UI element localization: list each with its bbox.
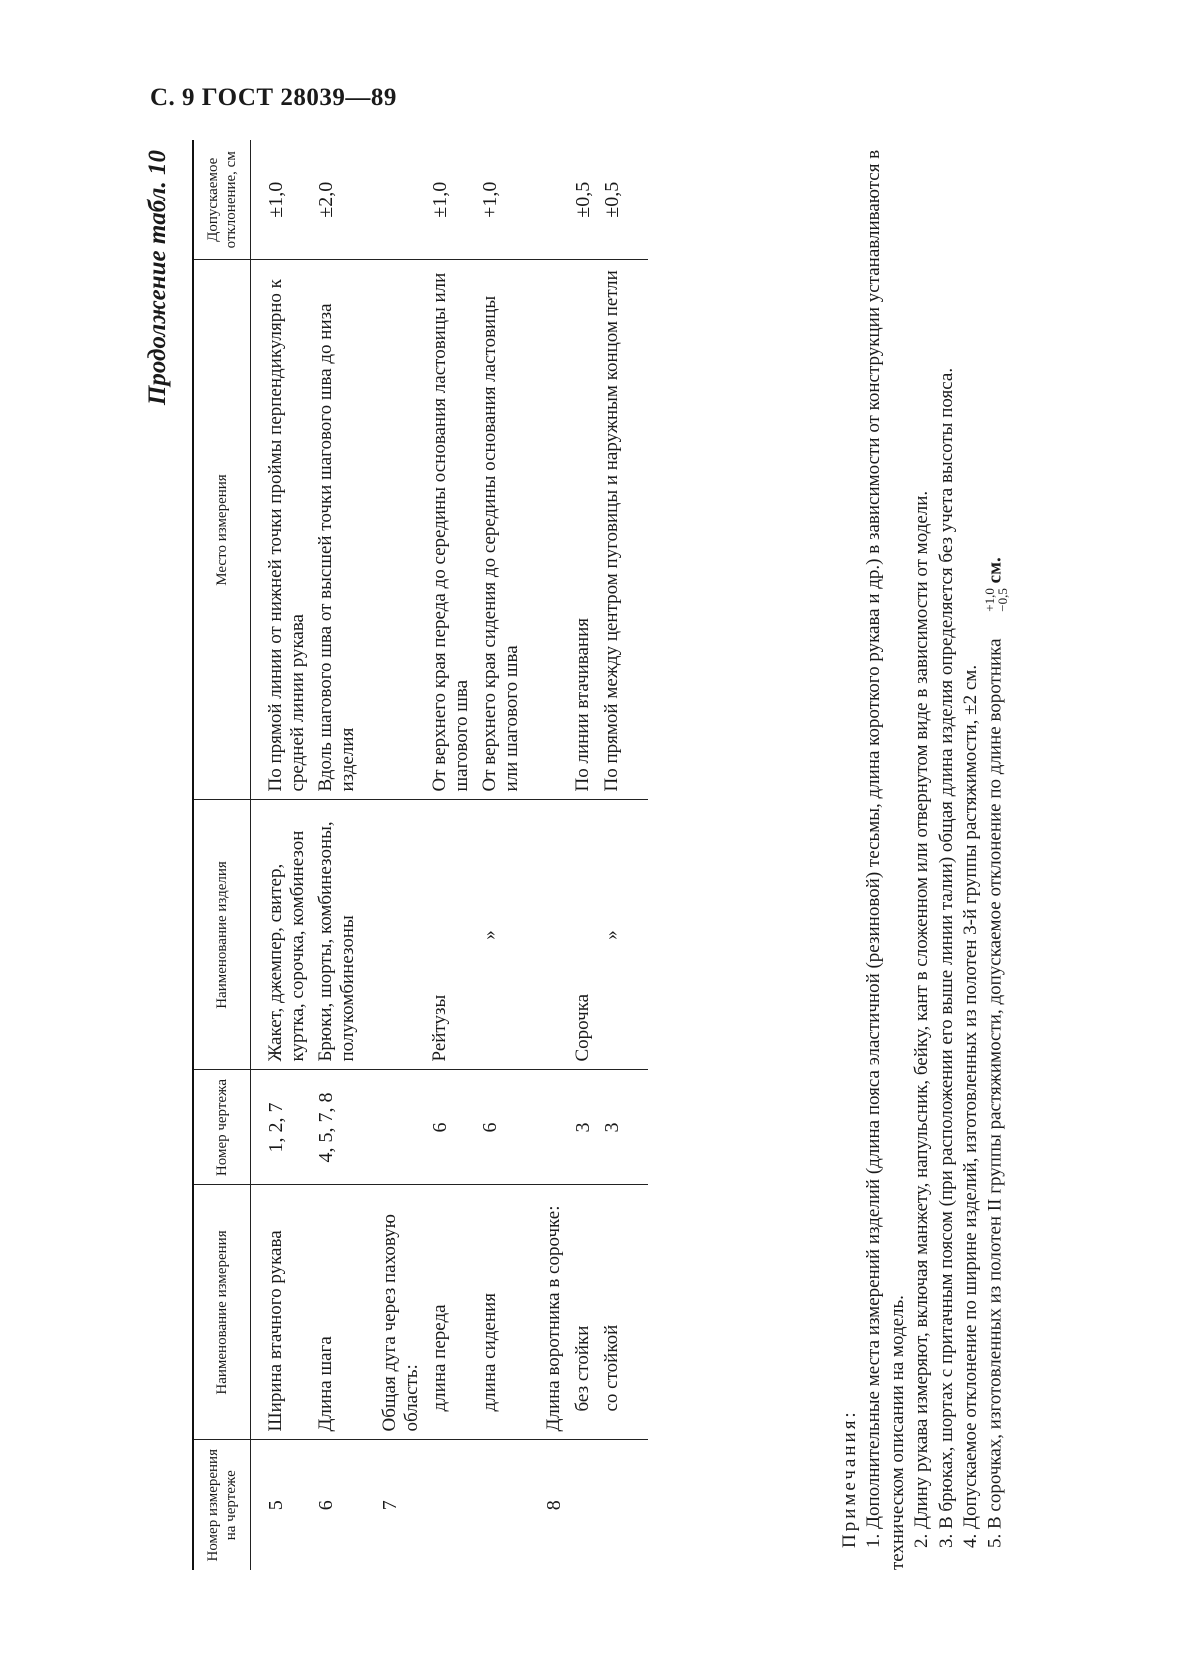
cell-product (525, 800, 569, 1070)
col-header-num: Номер измерения на чертеже (193, 1440, 251, 1570)
cell-num (426, 1440, 476, 1570)
table-caption: Продолжение табл. 10 (144, 150, 171, 406)
cell-num: 5 (265, 1500, 287, 1511)
table-row (598, 140, 648, 1570)
cell-tolerance: ±1,0 (251, 140, 312, 260)
table-row (426, 140, 476, 1570)
cell-num (476, 1440, 526, 1570)
cell-product: Сорочка (569, 800, 598, 1070)
cell-drawing: 3 (598, 1070, 648, 1185)
rotated-content (140, 140, 1070, 1570)
cell-tolerance (361, 140, 426, 260)
col-header-tolerance: Допускаемое отклонение, см (193, 140, 251, 260)
cell-name (598, 1185, 648, 1440)
measurement-table (192, 140, 648, 1570)
cell-place: От верхнего края сидения до середины основания ластовицы или шагового шва (476, 260, 526, 800)
cell-tolerance: ±0,5 (569, 140, 598, 260)
cell-num: 8 (543, 1500, 566, 1511)
cell-tolerance: ±1,0 (426, 140, 476, 260)
cell-name: Длина шага (312, 1185, 362, 1440)
cell-product: Жакет, джемпер, свитер, куртка, сорочка, комбинезон (251, 800, 312, 1070)
col-header-product: Наименование изделия (193, 800, 251, 1070)
cell-name (569, 1185, 598, 1440)
note-item: 1. Дополнительные места измерений изделий (длина пояса эластичной (резиновой) тесьмы, длина короткого рукава и др.) в зависимости от конструкции устанавливаются в техническом описании на модель. (863, 149, 909, 1570)
note-5-upper: +1,0 (981, 588, 997, 612)
table-row (569, 140, 598, 1570)
cell-name: Ширина втачного рукава (251, 1185, 312, 1440)
cell-product (361, 800, 426, 1070)
cell-tolerance: ±0,5 (598, 140, 648, 260)
cell-num (598, 1440, 648, 1570)
cell-product: Рейтузы (426, 800, 476, 1070)
cell-name-text: длина сидения (478, 1293, 500, 1412)
cell-name: Общая дуга через паховую область: (361, 1185, 426, 1440)
cell-num (569, 1440, 598, 1570)
cell-product: » (598, 800, 648, 1070)
cell-product: » (476, 800, 526, 1070)
table-row (476, 140, 526, 1570)
table-row (312, 140, 362, 1570)
note-5-tolerance (983, 588, 1009, 634)
cell-place: Вдоль шагового шва от высшей точки шагового шва до низа изделия (312, 260, 362, 800)
table-row (361, 140, 426, 1570)
cell-place: По прямой линии от нижней точки проймы перпендикулярно к средней линии рукава (251, 260, 312, 800)
col-header-drawing: Номер чертежа (193, 1070, 251, 1185)
table-row (525, 140, 569, 1570)
note-item: 3. В брюках, шортах с притачным поясом (при расположении его выше линии талии) общая длина изделия определяется без учета высоты пояса. (935, 367, 957, 1548)
note-item: 4. Допускаемое отклонение по ширине изделий, изготовленных из полотен 3-й группы растяжимости, ±2 см. (959, 664, 981, 1548)
cell-place: По прямой между центром пуговицы и наружным концом петли (598, 260, 648, 800)
table-header-row (193, 140, 251, 1570)
col-header-place: Место измерения (193, 260, 251, 800)
page-header: С. 9 ГОСТ 28039—89 (150, 84, 397, 111)
cell-name (476, 1185, 526, 1440)
cell-num: 7 (379, 1500, 402, 1511)
cell-name-text: без стойки (572, 1325, 594, 1412)
cell-drawing: 4, 5, 7, 8 (312, 1070, 362, 1185)
note-5-lower: −0,5 (994, 588, 1010, 612)
note-item (983, 140, 1009, 1570)
note-item: 2. Длину рукава измеряют, включая манжету, напульсник, бейку, кант в сложенном или отвернутом виде в зависимости от модели. (911, 490, 933, 1548)
cell-drawing (525, 1070, 569, 1185)
cell-tolerance (525, 140, 569, 260)
cell-drawing: 6 (476, 1070, 526, 1185)
cell-place: От верхнего края переда до середины основания ластовицы или шагового шва (426, 260, 476, 800)
note-5-text: 5. В сорочках, изготовленных из полотен II группы растяжимости, допускаемое отклонение по длине воротника (984, 638, 1006, 1548)
table-row (251, 140, 312, 1570)
cell-tolerance: ±2,0 (312, 140, 362, 260)
cell-drawing (361, 1070, 426, 1185)
cell-drawing: 6 (426, 1070, 476, 1185)
cell-place (361, 260, 426, 800)
cell-name (426, 1185, 476, 1440)
cell-name-text: длина переда (429, 1304, 451, 1412)
cell-name: Длина воротника в сорочке: (525, 1185, 569, 1440)
cell-tolerance: +1,0 (476, 140, 526, 260)
note-5-unit: см. (984, 557, 1006, 584)
cell-product: Брюки, шорты, комбинезоны, полукомбинезоны (312, 800, 362, 1070)
cell-drawing: 3 (569, 1070, 598, 1185)
notes-section (838, 140, 1009, 1570)
cell-drawing: 1, 2, 7 (251, 1070, 312, 1185)
notes-title: Примечания: (839, 1409, 860, 1548)
cell-place (525, 260, 569, 800)
col-header-name: Наименование измерения (193, 1185, 251, 1440)
cell-name-text: со стойкой (601, 1324, 623, 1412)
cell-num: 6 (314, 1500, 337, 1511)
cell-place: По линии втачивания (569, 260, 598, 800)
